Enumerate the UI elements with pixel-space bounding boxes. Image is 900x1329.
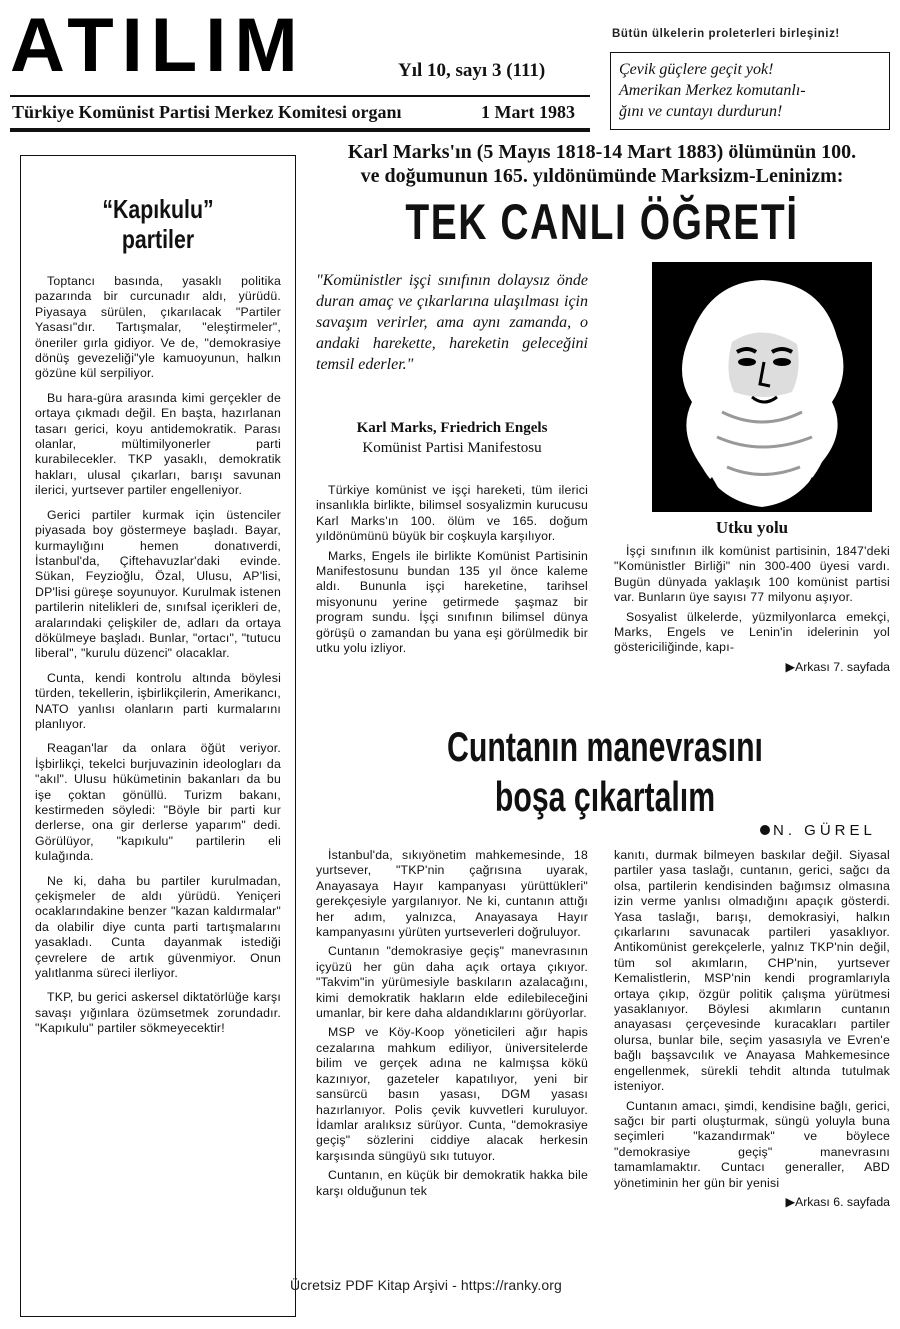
paragraph: Reagan'lar da onlara öğüt veriyor. İşbirlikçi, tekelci burjuvazinin ideologları da "akıl". Ulusu hükümetinin bakanları da bu işe çoktan gönüllü. Turizm bakanı, kestirmeden söyledi: "Böyle bir parti kur derlerse, ona gir derlerse yaparım" dedi. Görülüyor, "kapıkulu" partilerin eli kulağında. [35,741,281,864]
paragraph: kanıtı, durmak bilmeyen baskılar değil. Siyasal partiler yasa taslağı, cuntanın, gerici, sağcı da olsa, partilerin kendisinden bağımsız olmasına izin verme yanlısı olmadığını apaçık gösterdi. Yasa taslağı, barışı, demokrasiyi, halkın çıkarlarını savunacak partileri yasaklıyor. Antikomünist gerekçelerle, yalnız TKP'nin değil, tüm sol akımların, CHP'nin, yurtsever Kemalistlerin, MSP'nin kendi programlarıyla ortaya çıkıp, özgür politik çalışma yürütmesi yasaklanıyor. Böylesi akımların cuntanın anayasası çerçevesinde kuracakları partiler olursa, bunlar bile, seçim yasasıyla ve Evren'e bağlı başsavcılık ve Anayasa Mahkemesince engellenmek, sürekli tehdit altında tutulmak isteniyor. [614,848,890,1094]
paragraph: Ne ki, daha bu partiler kurulmadan, çekişmeler de aldı yürüdü. Yeniçeri ocaklarındakine benzer "kazan kaldırmalar" da olabilir diye cunta parti tartışmalarını yasakladı. Cunta dayanmak istediği çevrelere de artık güvenmiyor. Onun yalıtlanma süreci ilerliyor. [35,873,281,981]
paragraph: Gerici partiler kurmak için üstenciler piyasada boy göstermeye başladı. Bayar, kurmaylığını hemen donatıverdi, İstanbul'da, Çiftehavuzlar'daki evinde. Sükan, Feyzioğlu, Özal, Ulusu, AP'lisi, DP'lisi güreşe soyunuyor. Kurulmak istenen partilerin nitelikleri de, sınıfsal içerikleri de, aralarındaki çelişkiler de, adları da ortaya dökülmeye başladı. Bunlar, "ortacı", "tutucu liberal", "kurulu düzenci" olacaklar. [35,507,281,661]
quote-author: Karl Marks, Friedrich Engels [356,420,548,436]
watermark-link[interactable]: Ücretsiz PDF Kitap Arşivi - https://ranky.org [290,1277,562,1293]
author-name: N. GÜREL [773,822,876,839]
paragraph: TKP, bu gerici askersel diktatörlüğe karşı savaşı yığınlara özümsetmek zorundadır. "Kapıkulu" partiler sökmeyecektir! [35,990,281,1036]
title-line: “Kapıkulu” [102,194,214,224]
byline [760,822,876,839]
headline-line: boşa çıkartalım [494,773,716,820]
continued-note: ▶Arkası 6. sayfada [785,1194,890,1209]
slogan-line: Amerikan Merkez komutanlı- [619,82,806,99]
quote-work: Komünist Partisi Manifestosu [362,440,542,456]
paragraph: Marks, Engels ile birlikte Komünist Partisinin Manifestosunu bundan 135 yıl önce kaleme aldı. Bununla işçi hareketine, tarihsel misyonunu yerine getirmede şaşmaz bir program sundu. İşçi sınıfının bilimsel dünya görüşü o zamandan bu yana eşi görülmedik bir utku yolu izliyor. [316,548,588,656]
portrait-illustration [652,262,872,512]
paragraph: Cuntanın, en küçük bir demokratik hakka bile karşı olduğunun tek [316,1168,588,1198]
paragraph: Cunta, kendi kontrolu altında böylesi türden, tekellerin, işbirlikçilerin, Amerikancı, NATO yanlısı olanların parti kurmalarını planlıyor. [35,670,281,731]
paragraph: Toptancı basında, yasaklı politika pazarında bir curcunadır aldı, yürüdü. Piyasaya sürülen, çıkarılacak "Partiler Yasası"dır. Tartışmalar, "eleştirmeler", öneriler gırla gidiyor. Ve de, "demokrasiye dönüş gevezeliği"yle kamuoyunun, halkın gözüne kül serpiliyor. [35,274,281,381]
paragraph: MSP ve Köy-Koop yöneticileri ağır hapis cezalarına mahkum ediliyor, üniversitelerde bilim ve gerçek adına ne kalmışsa kökü kazınıyor, gazeteler kapatılıyor, yeni bir sansürcü basın yasası, DGM yasası hazırlanıyor. Polis çevik kuvvetleri kuruluyor. İdamlar aralıksız sürüyor. Cunta, "demokrasiye geçiş" sözlerini ciddiye alacak herkesin karşısında süngüyü sıkı tutuyor. [316,1025,588,1163]
slogan-line: ğını ve cuntayı durdurun! [619,103,783,120]
marx-portrait [652,262,872,512]
masthead-rule-bottom [10,128,590,132]
continued-note: ▶Arkası 7. sayfada [785,659,890,674]
cunta-headline [436,722,774,822]
kicker-line: Karl Marks'ın (5 Mayıs 1818-14 Mart 1883) ölümünün 100. [347,141,857,163]
paragraph: Bu hara-güra arasında kimi gerçekler de ortaya çıkmadı değil. En başta, hazırlanan tasarı gerici, koyu antidemokratik. Parası olanlar, mültimilyonerler parti kurabilecekler. TKP yasaklı, demokratik hakları, ulusal çıkarları, barışı savunan ilerici, yurtsever partiler engelleniyor. [35,390,281,498]
headline-line: Cuntanın manevrasını [447,723,763,770]
masthead-rule [10,95,590,97]
paragraph: Cuntanın "demokrasiye geçiş" manevrasının içyüzü her gün daha açık ortaya çıkıyor. "Takvim"in yürümesiyle baskıların azalacağını, kimi demokratik hakların elde edilebileceğini umanlar, bir kere daha aldandıklarını görüyorlar. [316,944,588,1021]
motto: Bütün ülkelerin proleterleri birleşiniz! [612,28,840,40]
paragraph: İşçi sınıfının ilk komünist partisinin, 1847'deki "Komünistler Birliği" nin 300-400 üyesi vardı. Bugün dünyada yaklaşık 100 komünist partisi var. Bunların üye sayısı 77 milyonu aşıyor. [614,544,890,605]
paragraph: Sosyalist ülkelerde, yüzmilyonlarca emekçi, Marks, Engels ve Lenin'in idelerinin yol göstericiliğinde, kapı- [614,609,890,655]
sidebar-body [614,544,890,675]
left-article-title [57,194,259,254]
quote-attribution [316,418,588,458]
title-line: partiler [121,224,195,254]
sidebar-title: Utku yolu [715,518,789,537]
marx-kicker [312,140,892,188]
organ-line: Türkiye Komünist Partisi Merkez Komitesi organı [12,102,402,122]
left-article [20,155,296,1317]
marx-body [316,483,588,660]
slogan-line: Çevik güçlere geçit yok! [619,61,774,78]
paragraph: Cuntanın amacı, şimdi, kendisine bağlı, gerici, sağcı bir parti oluşturmak, süngü yoluyla buna seçimleri "kazandırmak" ve böylece "demokrasiye geçiş" manevrasını tamamlamaktır. Cuntacı generaller, ABD yönetiminin her gün bir yenisi [614,1098,890,1190]
manifesto-quote: "Komünistler işçi sınıfının dolaysız önde duran amaç ve çıkarlarına ulaşılması için savaşım verirler, ama aynı zamanda, o andaki harekette, hareketin geleceğini temsil ederler." [316,272,588,373]
issue-date: 1 Mart 1983 [481,102,575,122]
cunta-col-1 [316,848,588,1203]
paragraph: İstanbul'da, sıkıyönetim mahkemesinde, 18 yurtsever, "TKP'nin çağrısına uyarak, Anayasaya Hayır kampanyası yürüttükleri" gerekçesiyle yargılanıyor. Ne ki, cuntanın attığı her adım, yalnızca, Anayasaya Hayır kampanyasını yürüten yurtseverleri doğruluyor. [316,848,588,940]
cunta-col-2 [614,848,890,1210]
slogan-box [610,52,890,130]
bullet-icon [760,825,770,835]
marx-headline: TEK CANLI ÖĞRETİ [405,194,799,250]
issue-number: Yıl 10, sayı 3 (111) [398,60,546,81]
kicker-line: ve doğumunun 165. yıldönümünde Marksizm-Leninizm: [360,165,844,187]
masthead-title: ATILIM [10,3,306,88]
paragraph: Türkiye komünist ve işçi hareketi, tüm ilerici insanlıkla birlikte, bilimsel sosyalizmin kurucusu Karl Marks'ın 100. ölüm ve 165. doğum yıldönümünü büyük bir coşkuyla karşılıyor. [316,483,588,544]
